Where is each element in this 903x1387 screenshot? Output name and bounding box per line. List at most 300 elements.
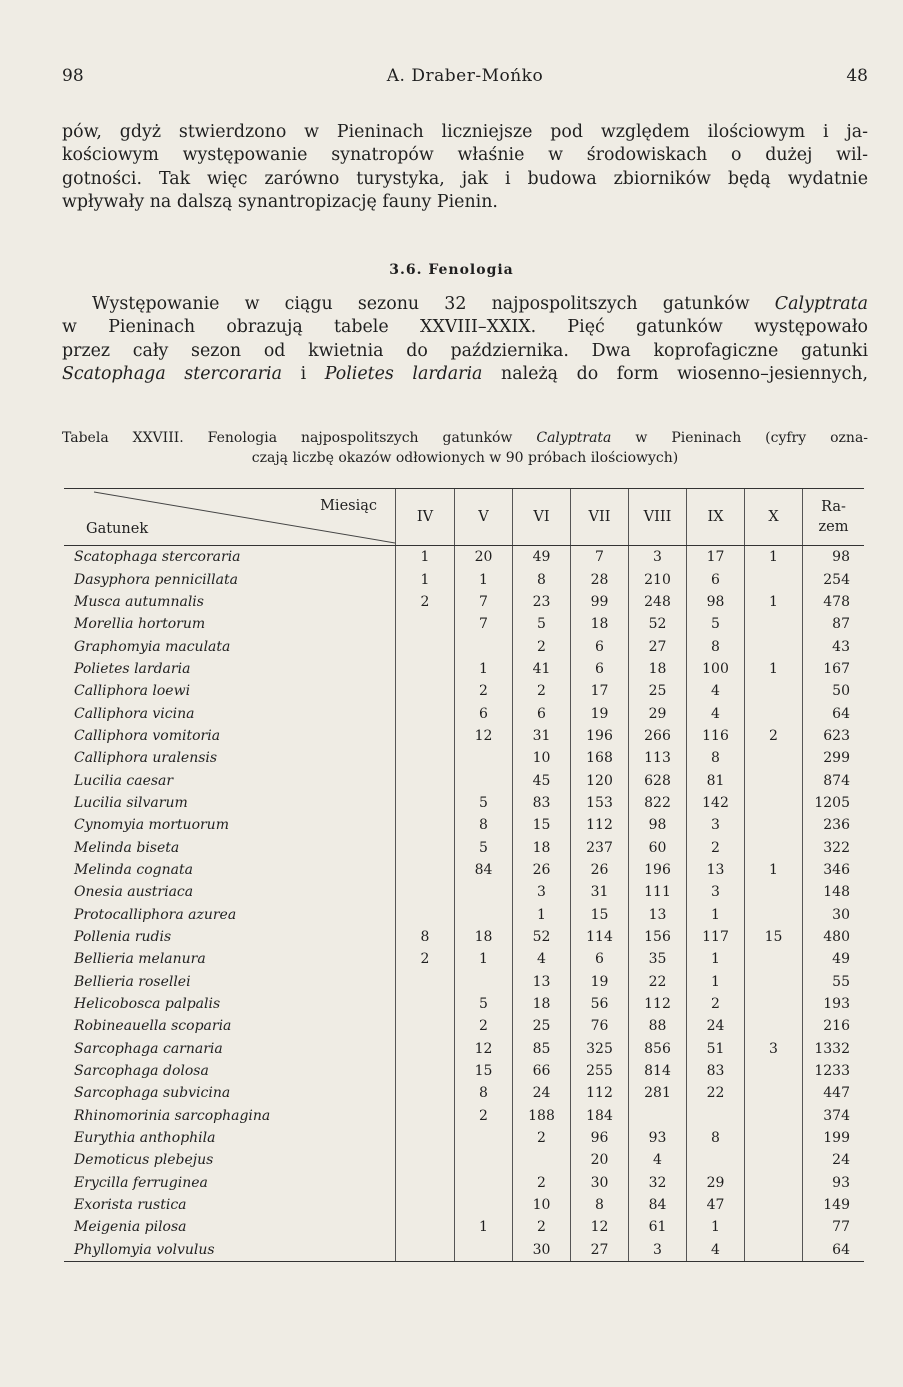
count-cell: 17 — [571, 680, 629, 702]
count-cell: 88 — [629, 1015, 687, 1037]
count-cell: 31 — [513, 725, 571, 747]
count-cell: 35 — [629, 948, 687, 970]
count-cell: 60 — [629, 836, 687, 858]
month-header: IX — [687, 489, 745, 546]
count-cell: 3 — [687, 814, 745, 836]
table-row — [64, 747, 864, 769]
count-cell: 19 — [571, 971, 629, 993]
table-row — [64, 1060, 864, 1082]
count-cell — [396, 702, 455, 724]
count-cell — [745, 568, 803, 590]
count-cell: 1 — [745, 658, 803, 680]
total-cell: 50 — [803, 680, 865, 702]
paragraph-phenology — [62, 293, 868, 386]
count-cell: 1 — [455, 568, 513, 590]
count-cell — [396, 747, 455, 769]
count-cell: 8 — [687, 635, 745, 657]
count-cell: 99 — [571, 591, 629, 613]
table-row — [64, 1038, 864, 1060]
count-cell: 120 — [571, 769, 629, 791]
count-cell: 18 — [513, 836, 571, 858]
count-cell: 822 — [629, 792, 687, 814]
count-cell — [455, 635, 513, 657]
total-cell: 77 — [803, 1216, 865, 1238]
count-cell: 210 — [629, 568, 687, 590]
count-cell: 114 — [571, 926, 629, 948]
table-row — [64, 948, 864, 970]
count-cell: 4 — [687, 702, 745, 724]
count-cell: 51 — [687, 1038, 745, 1060]
count-cell — [396, 814, 455, 836]
species-name-cell: Melinda cognata — [74, 861, 193, 878]
text-line: przez cały sezon od kwietnia do października. Dwa koprofagiczne gatunki — [62, 340, 868, 361]
count-cell — [396, 792, 455, 814]
count-cell: 1 — [513, 904, 571, 926]
count-cell: 24 — [687, 1015, 745, 1037]
count-cell: 47 — [687, 1194, 745, 1216]
count-cell — [396, 881, 455, 903]
total-cell: 254 — [803, 568, 865, 590]
count-cell: 281 — [629, 1082, 687, 1104]
count-cell: 10 — [513, 1194, 571, 1216]
total-cell: 374 — [803, 1105, 865, 1127]
text-line: w Pieninach obrazują tabele XXVIII–XXIX. Pięć gatunków występowało — [62, 317, 868, 338]
count-cell — [396, 859, 455, 881]
table-row — [64, 814, 864, 836]
count-cell: 1 — [455, 948, 513, 970]
count-cell: 6 — [513, 702, 571, 724]
caption-line: Tabela XXVIII. Fenologia najpospolitszych gatunków Calyptrata w Pieninach (cyfry ozna- — [62, 430, 869, 446]
count-cell: 4 — [629, 1149, 687, 1171]
count-cell: 12 — [571, 1216, 629, 1238]
count-cell — [396, 1015, 455, 1037]
count-cell: 2 — [513, 635, 571, 657]
total-cell: 49 — [803, 948, 865, 970]
count-cell — [396, 658, 455, 680]
count-cell — [396, 1082, 455, 1104]
count-cell: 1 — [687, 948, 745, 970]
table-row — [64, 591, 864, 613]
count-cell: 1 — [687, 971, 745, 993]
count-cell: 85 — [513, 1038, 571, 1060]
table-row — [64, 1015, 864, 1037]
count-cell — [396, 993, 455, 1015]
count-cell — [455, 971, 513, 993]
count-cell: 4 — [687, 1239, 745, 1262]
total-cell: 236 — [803, 814, 865, 836]
count-cell: 5 — [455, 836, 513, 858]
count-cell: 27 — [571, 1239, 629, 1262]
text-line: pów, gdyż stwierdzono w Pieninach liczniejsze pod względem ilościowym i ja- — [62, 122, 868, 142]
species-name-cell: Pollenia rudis — [74, 929, 172, 946]
count-cell — [745, 814, 803, 836]
count-cell — [396, 725, 455, 747]
total-cell: 98 — [803, 546, 865, 569]
count-cell: 112 — [571, 1082, 629, 1104]
count-cell — [745, 948, 803, 970]
count-cell: 19 — [571, 702, 629, 724]
count-cell: 15 — [455, 1060, 513, 1082]
count-cell — [455, 1127, 513, 1149]
count-cell: 3 — [513, 881, 571, 903]
count-cell — [396, 1239, 455, 1262]
species-name-cell: Rhinomorinia sarcophagina — [74, 1107, 271, 1124]
count-cell — [745, 971, 803, 993]
month-header: V — [455, 489, 513, 546]
count-cell: 112 — [629, 993, 687, 1015]
count-cell: 188 — [513, 1105, 571, 1127]
count-cell: 3 — [745, 1038, 803, 1060]
count-cell — [455, 1194, 513, 1216]
total-cell: 24 — [803, 1149, 865, 1171]
count-cell: 26 — [571, 859, 629, 881]
species-axis-label: Gatunek — [86, 521, 149, 537]
text-line: Scatophaga stercoraria i Polietes lardaria należą do form wiosenno–jesiennych, — [62, 363, 868, 384]
count-cell: 56 — [571, 993, 629, 1015]
count-cell: 17 — [687, 546, 745, 569]
count-cell: 325 — [571, 1038, 629, 1060]
count-cell — [455, 881, 513, 903]
total-cell: 874 — [803, 769, 865, 791]
count-cell — [745, 1194, 803, 1216]
count-cell: 1 — [687, 904, 745, 926]
count-cell — [745, 993, 803, 1015]
total-cell: 55 — [803, 971, 865, 993]
count-cell: 7 — [455, 591, 513, 613]
count-cell: 4 — [687, 680, 745, 702]
count-cell — [745, 1239, 803, 1262]
count-cell — [745, 1082, 803, 1104]
species-name-cell: Erycilla ferruginea — [74, 1174, 208, 1191]
count-cell: 1 — [455, 658, 513, 680]
total-cell: 167 — [803, 658, 865, 680]
count-cell: 6 — [571, 948, 629, 970]
count-cell — [396, 1105, 455, 1127]
total-cell: 148 — [803, 881, 865, 903]
species-name-cell: Calliphora uralensis — [74, 750, 218, 767]
table-row — [64, 859, 864, 881]
total-cell: 299 — [803, 747, 865, 769]
count-cell: 13 — [629, 904, 687, 926]
count-cell: 15 — [571, 904, 629, 926]
count-cell — [455, 769, 513, 791]
section-heading: 3.6. Fenologia — [389, 262, 514, 278]
table-row — [64, 725, 864, 747]
species-name-cell: Morellia hortorum — [74, 616, 206, 633]
count-cell: 98 — [629, 814, 687, 836]
count-cell: 1 — [455, 1216, 513, 1238]
species-name-cell: Polietes lardaria — [74, 660, 191, 677]
count-cell — [396, 1172, 455, 1194]
count-cell — [455, 747, 513, 769]
running-header — [62, 66, 868, 92]
month-header: VI — [513, 489, 571, 546]
count-cell: 6 — [571, 658, 629, 680]
count-cell: 22 — [687, 1082, 745, 1104]
species-name-cell: Dasyphora pennicillata — [74, 571, 238, 588]
table-row — [64, 881, 864, 903]
month-header: X — [745, 489, 803, 546]
total-cell: 87 — [803, 613, 865, 635]
count-cell — [745, 680, 803, 702]
count-cell: 15 — [745, 926, 803, 948]
count-cell: 4 — [513, 948, 571, 970]
table-row — [64, 658, 864, 680]
count-cell — [745, 881, 803, 903]
count-cell: 52 — [513, 926, 571, 948]
count-cell: 6 — [455, 702, 513, 724]
text-line: gotności. Tak więc zarówno turystyka, jak i budowa zbiorników będą wydatnie — [62, 168, 868, 189]
running-author: A. Draber-Mońko — [386, 66, 544, 86]
count-cell: 168 — [571, 747, 629, 769]
count-cell: 84 — [455, 859, 513, 881]
count-cell: 6 — [571, 635, 629, 657]
count-cell: 2 — [455, 1105, 513, 1127]
total-cell: 447 — [803, 1082, 865, 1104]
total-cell: 478 — [803, 591, 865, 613]
count-cell — [745, 747, 803, 769]
count-cell: 2 — [513, 680, 571, 702]
count-cell: 7 — [571, 546, 629, 569]
count-cell: 2 — [455, 680, 513, 702]
count-cell: 61 — [629, 1216, 687, 1238]
species-name-cell: Bellieria melanura — [74, 951, 206, 968]
count-cell: 20 — [455, 546, 513, 569]
count-cell — [396, 769, 455, 791]
count-cell — [745, 635, 803, 657]
species-name-cell: Musca autumnalis — [74, 593, 204, 610]
count-cell: 12 — [455, 1038, 513, 1060]
species-name-cell: Meigenia pilosa — [74, 1219, 187, 1236]
table-row — [64, 1216, 864, 1238]
count-cell: 25 — [513, 1015, 571, 1037]
count-cell: 18 — [571, 613, 629, 635]
species-name-cell: Helicobosca palpalis — [74, 996, 221, 1013]
count-cell: 20 — [571, 1149, 629, 1171]
table-row — [64, 993, 864, 1015]
count-cell: 2 — [396, 948, 455, 970]
species-name-cell: Onesia austriaca — [74, 884, 194, 901]
count-cell — [396, 904, 455, 926]
species-name-cell: Calliphora vomitoria — [74, 727, 221, 744]
count-cell: 1 — [396, 546, 455, 569]
count-cell: 142 — [687, 792, 745, 814]
count-cell — [396, 971, 455, 993]
count-cell: 83 — [687, 1060, 745, 1082]
count-cell: 814 — [629, 1060, 687, 1082]
count-cell — [455, 1172, 513, 1194]
count-cell — [745, 792, 803, 814]
table-row — [64, 769, 864, 791]
count-cell: 13 — [513, 971, 571, 993]
count-cell: 41 — [513, 658, 571, 680]
count-cell: 76 — [571, 1015, 629, 1037]
total-cell: 64 — [803, 1239, 865, 1262]
species-name-cell: Eurythia anthophila — [74, 1130, 216, 1147]
total-cell: 1233 — [803, 1060, 865, 1082]
count-cell: 2 — [513, 1127, 571, 1149]
count-cell: 8 — [455, 1082, 513, 1104]
species-name-cell: Demoticus plebejus — [74, 1152, 214, 1169]
total-cell: 193 — [803, 993, 865, 1015]
count-cell: 8 — [513, 568, 571, 590]
count-cell: 2 — [396, 591, 455, 613]
count-cell: 26 — [513, 859, 571, 881]
count-cell — [745, 613, 803, 635]
count-cell — [396, 1038, 455, 1060]
table-row — [64, 1105, 864, 1127]
count-cell: 1 — [396, 568, 455, 590]
count-cell: 45 — [513, 769, 571, 791]
count-cell: 83 — [513, 792, 571, 814]
count-cell: 8 — [455, 814, 513, 836]
species-name-cell: Bellieria rosellei — [74, 973, 191, 990]
total-cell: 30 — [803, 904, 865, 926]
species-name-cell: Lucilia caesar — [74, 772, 174, 789]
count-cell: 49 — [513, 546, 571, 569]
table-row — [64, 613, 864, 635]
count-cell — [745, 1060, 803, 1082]
total-cell: 43 — [803, 635, 865, 657]
total-cell: 216 — [803, 1015, 865, 1037]
count-cell: 856 — [629, 1038, 687, 1060]
count-cell: 32 — [629, 1172, 687, 1194]
count-cell: 5 — [513, 613, 571, 635]
species-name-cell: Sarcophaga subvicina — [74, 1085, 231, 1102]
count-cell: 2 — [513, 1216, 571, 1238]
count-cell: 3 — [687, 881, 745, 903]
count-cell — [455, 1149, 513, 1171]
table-row — [64, 702, 864, 724]
count-cell — [455, 904, 513, 926]
page-number-right: 48 — [846, 66, 868, 86]
text-line: wpływały na dalszą synantropizację fauny Pienin. — [62, 191, 498, 212]
paragraph-synantropization — [62, 121, 868, 214]
count-cell — [745, 1127, 803, 1149]
phenology-table — [64, 488, 864, 1262]
species-name-cell: Lucilia silvarum — [74, 794, 188, 811]
count-cell: 27 — [629, 635, 687, 657]
table-row — [64, 568, 864, 590]
count-cell: 29 — [629, 702, 687, 724]
count-cell: 1 — [745, 546, 803, 569]
total-cell: 93 — [803, 1172, 865, 1194]
count-cell: 98 — [687, 591, 745, 613]
count-cell: 5 — [455, 792, 513, 814]
count-cell: 8 — [396, 926, 455, 948]
species-name-cell: Melinda biseta — [74, 839, 180, 856]
count-cell: 18 — [513, 993, 571, 1015]
table-row — [64, 904, 864, 926]
species-name-cell: Scatophaga stercoraria — [74, 549, 241, 566]
count-cell: 3 — [629, 1239, 687, 1262]
table-row — [64, 792, 864, 814]
count-cell: 196 — [629, 859, 687, 881]
count-cell: 24 — [513, 1082, 571, 1104]
count-cell: 2 — [455, 1015, 513, 1037]
table-header-row — [64, 489, 864, 546]
count-cell: 8 — [571, 1194, 629, 1216]
table-row — [64, 1082, 864, 1104]
count-cell: 2 — [687, 993, 745, 1015]
species-name-cell: Protocalliphora azurea — [74, 906, 237, 923]
count-cell — [687, 1105, 745, 1127]
total-cell: 322 — [803, 836, 865, 858]
count-cell: 52 — [629, 613, 687, 635]
species-name-cell: Calliphora vicina — [74, 705, 195, 722]
table-body — [64, 546, 864, 1262]
count-cell: 5 — [455, 993, 513, 1015]
count-cell — [745, 1172, 803, 1194]
count-cell: 2 — [687, 836, 745, 858]
page-number-left: 98 — [62, 66, 84, 86]
total-cell: 1205 — [803, 792, 865, 814]
count-cell: 18 — [629, 658, 687, 680]
count-cell: 66 — [513, 1060, 571, 1082]
count-cell: 13 — [687, 859, 745, 881]
count-cell: 196 — [571, 725, 629, 747]
count-cell: 23 — [513, 591, 571, 613]
table-row — [64, 1149, 864, 1171]
count-cell — [745, 904, 803, 926]
table-row — [64, 1172, 864, 1194]
species-name-cell: Cynomyia mortuorum — [74, 817, 229, 834]
count-cell: 10 — [513, 747, 571, 769]
table-caption — [62, 428, 868, 468]
count-cell — [396, 1060, 455, 1082]
count-cell: 29 — [687, 1172, 745, 1194]
total-cell: 64 — [803, 702, 865, 724]
count-cell — [396, 836, 455, 858]
month-header: IV — [396, 489, 455, 546]
species-name-cell: Sarcophaga dolosa — [74, 1063, 209, 1080]
total-cell: 149 — [803, 1194, 865, 1216]
count-cell: 8 — [687, 1127, 745, 1149]
count-cell: 156 — [629, 926, 687, 948]
count-cell: 248 — [629, 591, 687, 613]
table-row — [64, 836, 864, 858]
count-cell: 96 — [571, 1127, 629, 1149]
count-cell: 1 — [745, 591, 803, 613]
count-cell: 31 — [571, 881, 629, 903]
corner-header-cell — [64, 489, 396, 546]
total-cell: 346 — [803, 859, 865, 881]
table-row — [64, 1194, 864, 1216]
count-cell — [745, 1149, 803, 1171]
count-cell — [455, 1239, 513, 1262]
count-cell: 3 — [629, 546, 687, 569]
species-name-cell: Sarcophaga carnaria — [74, 1040, 223, 1057]
count-cell — [687, 1149, 745, 1171]
count-cell — [396, 1194, 455, 1216]
month-header: VII — [571, 489, 629, 546]
count-cell: 8 — [687, 747, 745, 769]
species-name-cell: Phyllomyia volvulus — [64, 1239, 396, 1262]
count-cell: 112 — [571, 814, 629, 836]
count-cell: 7 — [455, 613, 513, 635]
total-cell: 623 — [803, 725, 865, 747]
count-cell: 12 — [455, 725, 513, 747]
count-cell: 255 — [571, 1060, 629, 1082]
count-cell — [396, 1216, 455, 1238]
month-header: VIII — [629, 489, 687, 546]
count-cell: 1 — [687, 1216, 745, 1238]
table-row — [64, 1239, 864, 1262]
total-cell: 1332 — [803, 1038, 865, 1060]
count-cell: 25 — [629, 680, 687, 702]
text-line: Występowanie w ciągu sezonu 32 najpospolitszych gatunków Calyptrata — [92, 294, 868, 314]
count-cell: 84 — [629, 1194, 687, 1216]
